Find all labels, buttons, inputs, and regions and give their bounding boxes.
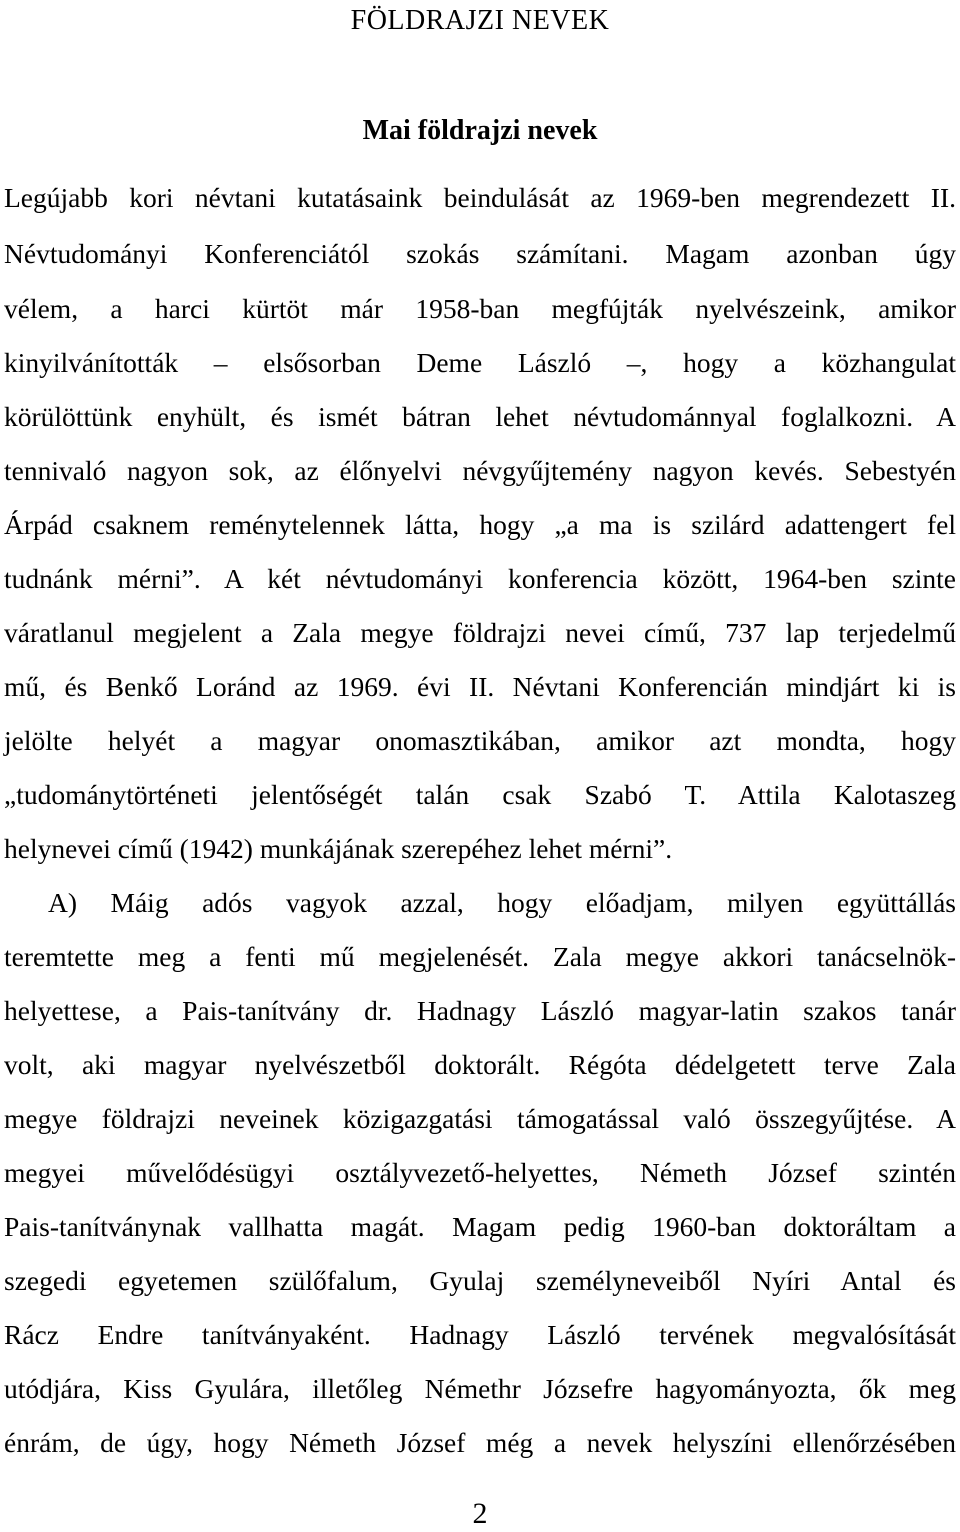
- text-line: volt, aki magyar nyelvészetből doktorált. Régóta dédelgetett terve Zala: [4, 1049, 956, 1080]
- text-line: Pais-tanítványnak vallhatta magát. Magam pedig 1960-ban doktoráltam a: [4, 1211, 956, 1242]
- text-line: A) Máig adós vagyok azzal, hogy előadjam, milyen együttállás: [48, 887, 956, 918]
- text-line: megyei művelődésügyi osztályvezető-helyettes, Németh József szintén: [4, 1157, 956, 1188]
- text-line: jelölte helyét a magyar onomasztikában, amikor azt mondta, hogy: [4, 725, 956, 756]
- text-line: helynevei című (1942) munkájának szerepéhez lehet mérni”.: [4, 833, 673, 864]
- text-line: mű, és Benkő Loránd az 1969. évi II. Névtani Konferencián mindjárt ki is: [4, 671, 956, 702]
- text-line: Legújabb kori névtani kutatásaink beindulását az 1969-ben megrendezett II.: [4, 182, 956, 213]
- text-line: teremtette meg a fenti mű megjelenését. Zala megye akkori tanácselnök-: [4, 941, 956, 972]
- page-number: 2: [472, 1497, 488, 1530]
- text-line: helyettese, a Pais-tanítvány dr. Hadnagy László magyar-latin szakos tanár: [4, 995, 956, 1026]
- text-line: „tudománytörténeti jelentőségét talán csak Szabó T. Attila Kalotaszeg: [4, 779, 956, 810]
- text-line: Árpád csaknem reménytelennek látta, hogy „a ma is szilárd adattengert fel: [4, 509, 956, 540]
- text-line: váratlanul megjelent a Zala megye földrajzi nevei című, 737 lap terjedelmű: [4, 617, 956, 648]
- text-line: énrám, de úgy, hogy Németh József még a nevek helyszíni ellenőrzésében: [4, 1427, 956, 1458]
- text-line: utódjára, Kiss Gyulára, illetőleg Némethr Józsefre hagyományozta, ők meg: [4, 1373, 956, 1404]
- text-line: Rácz Endre tanítványaként. Hadnagy László tervének megvalósítását: [4, 1319, 956, 1350]
- text-line: kinyilvánították – elsősorban Deme László –, hogy a közhangulat: [4, 347, 956, 378]
- text-line: tennivaló nagyon sok, az élőnyelvi névgyűjtemény nagyon kevés. Sebestyén: [4, 455, 956, 486]
- text-line: szegedi egyetemen szülőfalum, Gyulaj személyneveiből Nyíri Antal és: [4, 1265, 956, 1296]
- text-line: Névtudományi Konferenciától szokás számítani. Magam azonban úgy: [4, 238, 956, 269]
- text-line: tudnánk mérni”. A két névtudományi konferencia között, 1964-ben szinte: [4, 563, 956, 594]
- section-title: Mai földrajzi nevek: [362, 115, 598, 146]
- text-line: körülöttünk enyhült, és ismét bátran lehet névtudománnyal foglalkozni. A: [4, 401, 956, 432]
- page-header: FÖLDRAJZI NEVEK: [350, 5, 610, 36]
- text-line: vélem, a harci kürtöt már 1958-ban megfújták nyelvészeink, amikor: [4, 293, 956, 324]
- text-line: megye földrajzi neveinek közigazgatási támogatással való összegyűjtése. A: [4, 1103, 956, 1134]
